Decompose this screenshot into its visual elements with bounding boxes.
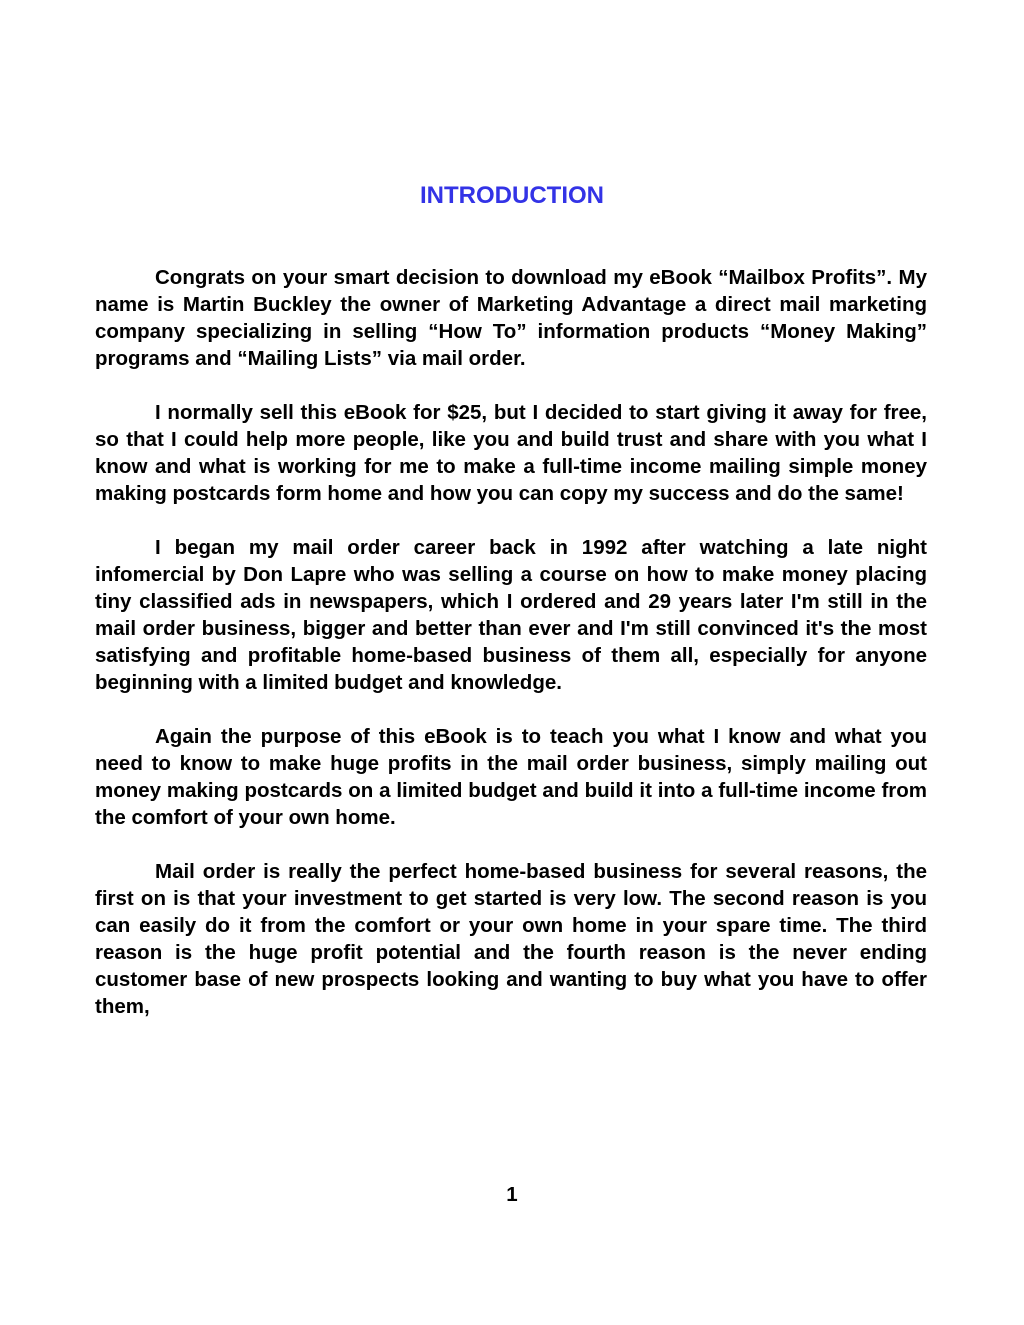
paragraph-free-ebook: I normally sell this eBook for $25, but I decided to start giving it away for free, so that I could help more people, like you and build trust and share with you what I know and what is working for me to make a full-time income mailing simple money making postcards form home and how you can copy my success and do the same! bbox=[95, 401, 927, 505]
page-number: 1 bbox=[506, 1183, 518, 1206]
body-text bbox=[95, 264, 927, 1047]
paragraph-purpose: Again the purpose of this eBook is to teach you what I know and what you need to know to make huge profits in the mail order business, simply mailing out money making postcards on a limited budget and build it into a full-time income from the comfort of your own home. bbox=[95, 725, 927, 829]
paragraph-intro: Congrats on your smart decision to download my eBook “Mailbox Profits”. My name is Martin Buckley the owner of Marketing Advantage a direct mail marketing company specializing in selling “How To” information products “Money Making” programs and “Mailing Lists” via mail order. bbox=[95, 266, 927, 370]
paragraph-reasons: Mail order is really the perfect home-based business for several reasons, the first on is that your investment to get started is very low. The second reason is you can easily do it from the comfort or your own home in your spare time. The third reason is the huge profit potential and the fourth reason is the never ending customer base of new prospects looking and wanting to buy what you have to offer them, bbox=[95, 860, 927, 1018]
paragraph-career-history: I began my mail order career back in 1992 after watching a late night infomercial by Don Lapre who was selling a course on how to make money placing tiny classified ads in newspapers, which I ordered and 29 years later I'm still in the mail order business, bigger and better than ever and I'm still convinced it's the most satisfying and profitable home-based business of them all, especially for anyone beginning with a limited budget and knowledge. bbox=[95, 536, 927, 694]
page-title: INTRODUCTION bbox=[420, 182, 604, 209]
